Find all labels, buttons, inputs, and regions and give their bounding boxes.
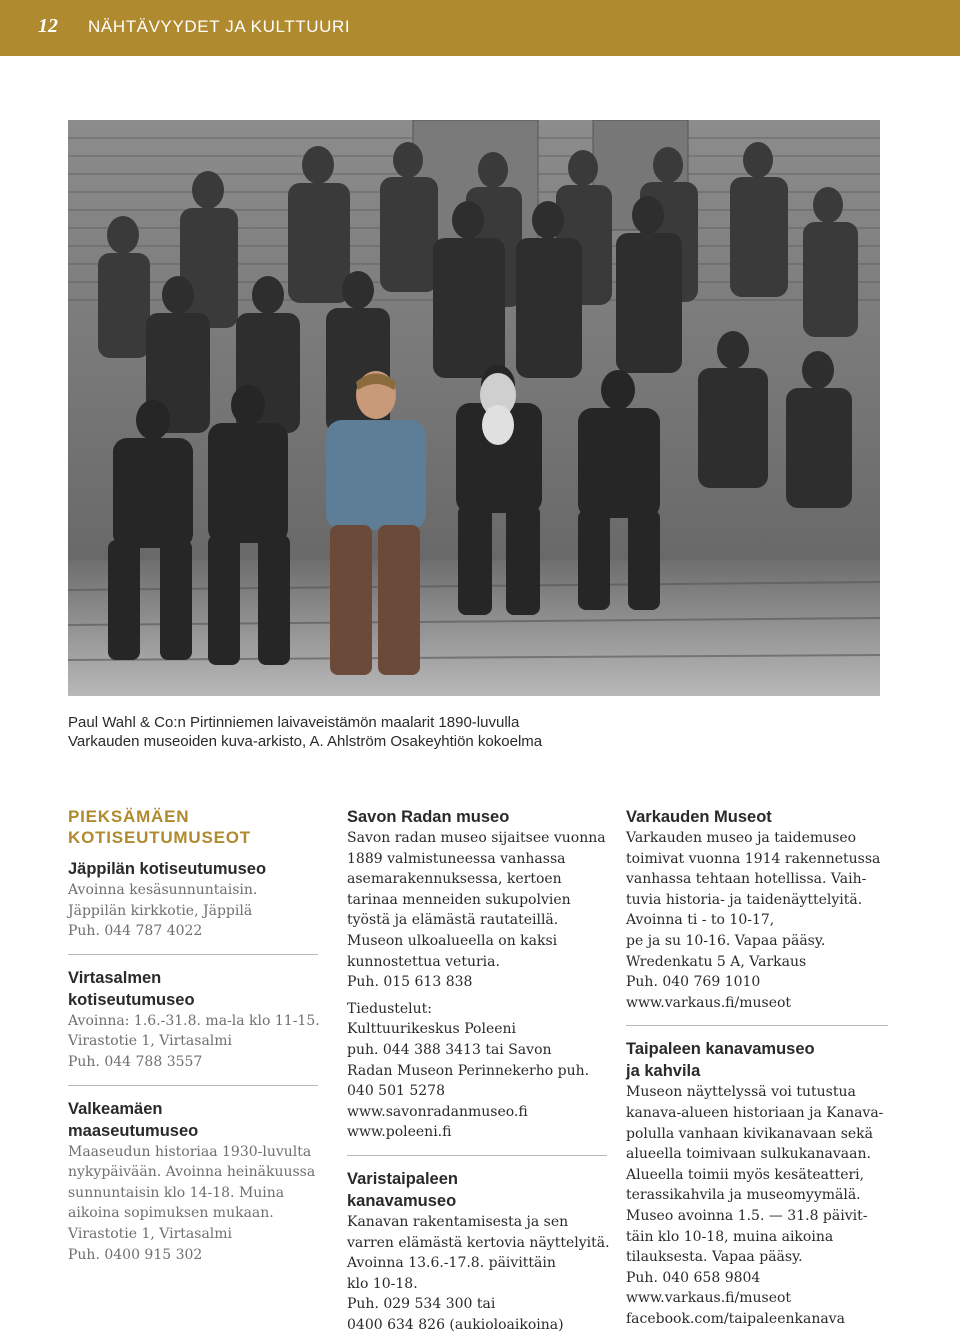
museum-text: tilauksesta. Vapaa pääsy. bbox=[626, 1249, 803, 1266]
heading-line: KOTISEUTUMUSEOT bbox=[68, 828, 251, 847]
contact-label: Tiedustelut: bbox=[347, 1000, 433, 1017]
museum-phone: Puh. 044 787 4022 bbox=[68, 923, 203, 940]
museum-title: maaseutumuseo bbox=[68, 1121, 199, 1140]
museum-text: Avoinna 13.6.-17.8. päivittäin bbox=[347, 1255, 556, 1272]
museum-text: Museon ulkoalueella on kaksi bbox=[347, 932, 558, 949]
column-savon-radan bbox=[347, 806, 610, 1335]
museum-text: Virastotie 1, Virtasalmi bbox=[68, 1033, 233, 1050]
museum-taipale bbox=[626, 1038, 888, 1329]
caption-line: Paul Wahl & Co:n Pirtinniemen laivaveistämön maalarit 1890-luvulla bbox=[68, 714, 520, 731]
page-header bbox=[0, 0, 960, 56]
contact-text: puh. 044 388 3413 tai Savon bbox=[347, 1041, 552, 1058]
museum-text: Savon radan museo sijaitsee vuonna bbox=[347, 830, 606, 846]
museum-text: toimivat vuonna 1914 rakennetussa bbox=[626, 850, 881, 867]
museum-text: tarinaa menneiden sukupolvien bbox=[347, 891, 571, 908]
museum-text: Avoinna: 1.6.-31.8. ma-la klo 11-15. bbox=[68, 1012, 320, 1029]
divider bbox=[626, 1025, 888, 1026]
museum-text: Jäppilän kirkkotie, Jäppilä bbox=[68, 902, 253, 919]
archival-group-photo bbox=[68, 120, 880, 696]
museum-text: pe ja su 10-16. Vapaa pääsy. bbox=[626, 932, 826, 949]
museum-varkaus bbox=[626, 806, 888, 1013]
divider bbox=[68, 954, 318, 955]
photo-illustration bbox=[68, 120, 880, 696]
contact-text: Radan Museon Perinnekerho puh. bbox=[347, 1062, 590, 1079]
museum-title: Jäppilän kotiseutumuseo bbox=[68, 860, 267, 878]
museum-text: Museon näyttelyssä voi tutustua bbox=[626, 1084, 856, 1101]
museum-title: ja kahvila bbox=[626, 1062, 701, 1081]
column-pieksamaki bbox=[68, 806, 318, 1265]
section-title: NÄHTÄVYYDET JA KULTTUURI bbox=[88, 17, 351, 36]
museum-savon-radan bbox=[347, 806, 607, 1143]
website-link[interactable]: www.varkaus.fi/museot bbox=[626, 1290, 792, 1307]
museum-text: työstä ja elämästä rautateillä. bbox=[347, 912, 559, 929]
museum-title: Savon Radan museo bbox=[347, 808, 510, 826]
museum-virtasalmi bbox=[68, 967, 318, 1073]
museum-text: klo 10-18. bbox=[347, 1275, 418, 1292]
museum-text: alueella toimivaan sulkukanavaan. bbox=[626, 1146, 871, 1163]
museum-text: Virastotie 1, Virtasalmi bbox=[68, 1225, 233, 1242]
museum-phone: Puh. 040 658 9804 bbox=[626, 1269, 761, 1286]
museum-title: Valkeamäen bbox=[68, 1099, 163, 1118]
museum-text: kanava-alueen historiaan ja Kanava- bbox=[626, 1104, 884, 1121]
museum-text: Avoinna kesäsunnuntaisin. bbox=[68, 882, 258, 898]
website-link[interactable]: www.savonradanmuseo.fi bbox=[347, 1103, 528, 1120]
museum-title: Virtasalmen bbox=[68, 968, 162, 987]
caption-line: Varkauden museoiden kuva-arkisto, A. Ahlström Osakeyhtiön kokoelma bbox=[68, 733, 543, 750]
museum-text: tuvia historia- ja taidenäyttelyitä. bbox=[626, 891, 863, 908]
museum-text: Avoinna ti - to 10-17, bbox=[626, 912, 775, 929]
museum-address: Wredenkatu 5 A, Varkaus bbox=[626, 953, 807, 970]
museum-phone: Puh. 044 788 3557 bbox=[68, 1053, 203, 1070]
divider bbox=[68, 1085, 318, 1086]
museum-text: aikoina sopimuksen mukaan. bbox=[68, 1205, 274, 1222]
website-link[interactable]: www.poleeni.fi bbox=[347, 1124, 452, 1141]
divider bbox=[347, 1155, 607, 1156]
museum-text: sunnuntaisin klo 14-18. Muina bbox=[68, 1184, 285, 1201]
museum-phone: Puh. 015 613 838 bbox=[347, 974, 473, 991]
museum-valkeamaki bbox=[68, 1098, 318, 1266]
museum-text: polulla vanhaan kivikanavaan sekä bbox=[626, 1125, 873, 1142]
museum-phone: Puh. 0400 915 302 bbox=[68, 1246, 203, 1263]
museum-text: Museo avoinna 1.5. — 31.8 päivit- bbox=[626, 1207, 868, 1224]
museum-title: kotiseutumuseo bbox=[68, 990, 195, 1009]
museum-jappila bbox=[68, 858, 318, 942]
museum-text: asemarakennuksessa, kertoen bbox=[347, 871, 562, 888]
museum-text: vanhassa tehtaan hotellissa. Vaih- bbox=[626, 871, 867, 888]
photo-caption bbox=[68, 713, 888, 751]
museum-text: Kanavan rakentamisesta ja sen bbox=[347, 1213, 569, 1230]
museum-text: terassikahvila ja museomyymälä. bbox=[626, 1187, 861, 1204]
museum-text: Varkauden museo ja taidemuseo bbox=[626, 830, 857, 846]
museum-phone: 0400 634 826 (aukioloaikoina) bbox=[347, 1316, 564, 1333]
museum-text: kunnostettua veturia. bbox=[347, 953, 500, 970]
museum-title: Varistaipaleen bbox=[347, 1169, 458, 1188]
column-varkaus bbox=[626, 806, 888, 1329]
museum-title: Varkauden Museot bbox=[626, 808, 772, 826]
museum-varistaipale bbox=[347, 1168, 610, 1336]
museum-title: Taipaleen kanavamuseo bbox=[626, 1040, 815, 1059]
heading-pieksamaen-kotiseutumuseot bbox=[68, 806, 318, 848]
museum-text: 1889 valmistuneessa vanhassa bbox=[347, 850, 566, 867]
museum-phone: Puh. 040 769 1010 bbox=[626, 974, 761, 991]
museum-text: Maaseudun historiaa 1930-luvulta bbox=[68, 1143, 312, 1160]
contact-text: Kulttuurikeskus Poleeni bbox=[347, 1021, 517, 1038]
museum-text: varren elämästä kertovia näyttelyitä. bbox=[347, 1234, 610, 1251]
museum-text: Alueella toimii myös kesäteatteri, bbox=[626, 1166, 865, 1183]
museum-text: täin klo 10-18, muina aikoina bbox=[626, 1228, 834, 1245]
page-number: 12 bbox=[38, 15, 58, 37]
museum-title: kanavamuseo bbox=[347, 1191, 457, 1210]
website-link[interactable]: www.varkaus.fi/museot bbox=[626, 994, 792, 1011]
museum-phone: Puh. 029 534 300 tai bbox=[347, 1296, 496, 1313]
heading-line: PIEKSÄMÄEN bbox=[68, 807, 190, 826]
website-link[interactable]: facebook.com/taipaleenkanava bbox=[626, 1310, 845, 1327]
museum-text: nykypäivään. Avoinna heinäkuussa bbox=[68, 1164, 316, 1181]
contact-phone: 040 501 5278 bbox=[347, 1083, 445, 1100]
